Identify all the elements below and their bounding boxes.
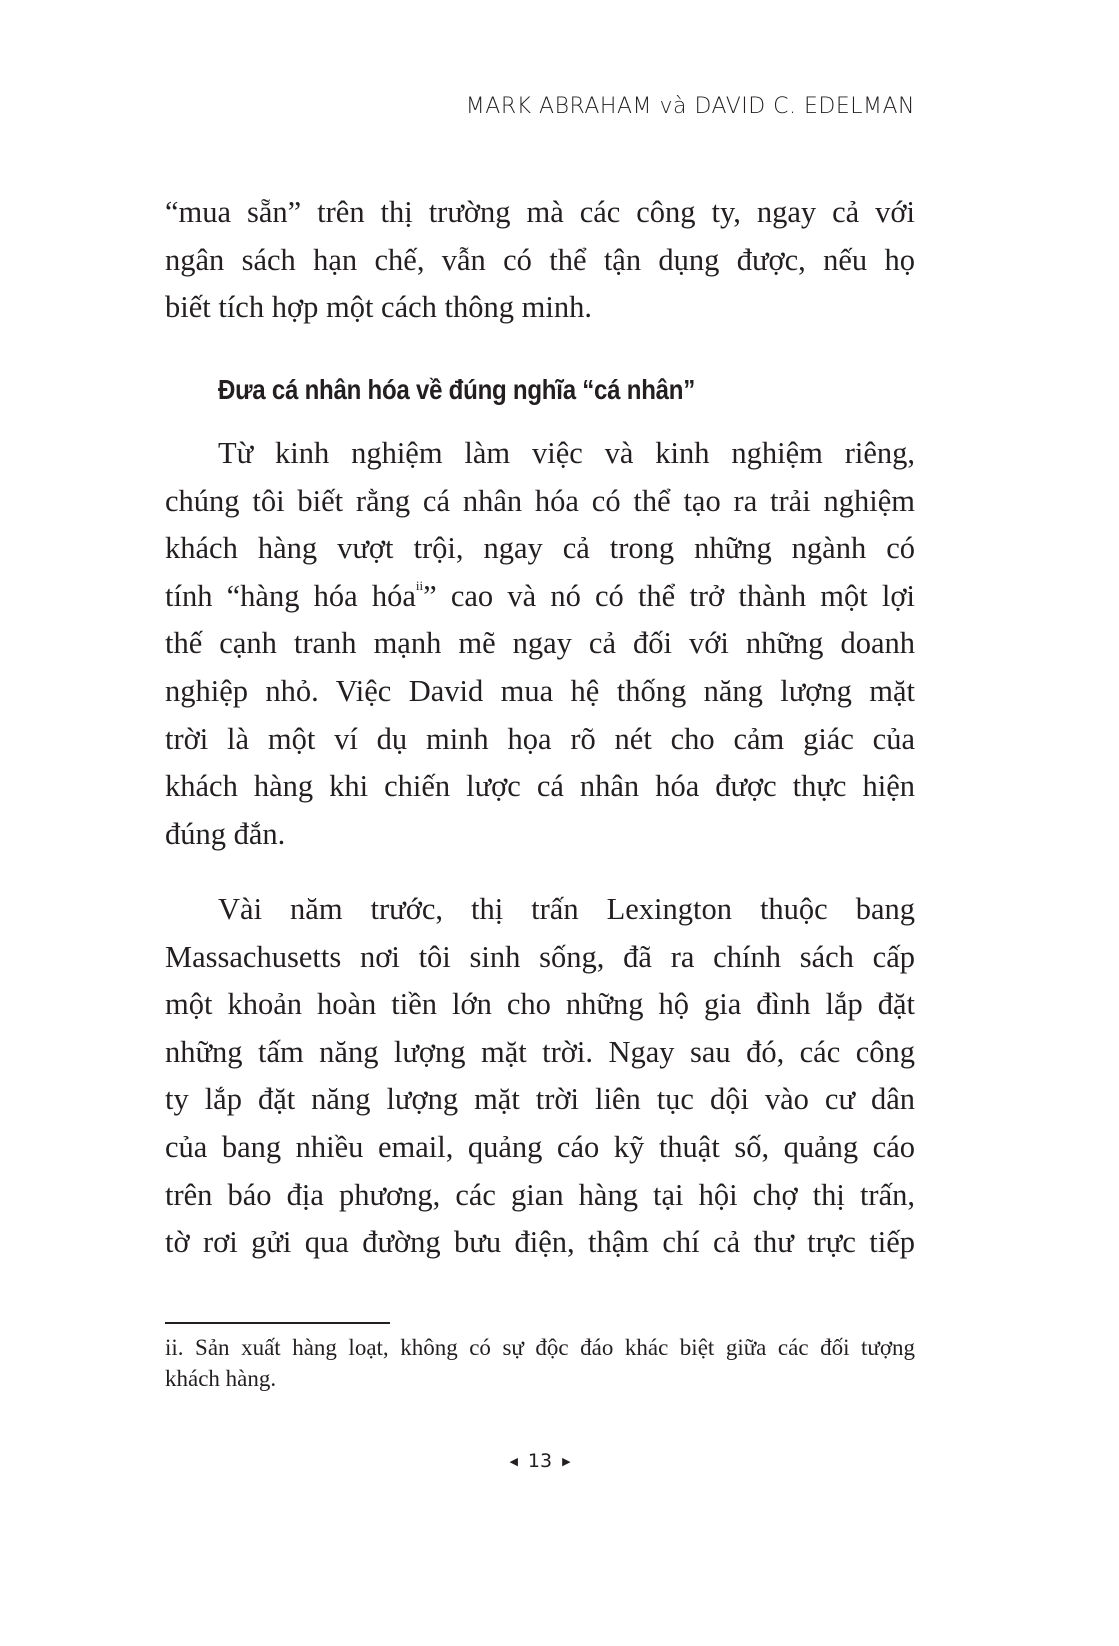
page-number bbox=[0, 1450, 1080, 1472]
text-line: “mua sẵn” trên thị trường mà các công ty, ngay cả với bbox=[165, 195, 915, 229]
text-line: thế cạnh tranh mạnh mẽ ngay cả đối với những doanh bbox=[165, 626, 915, 661]
footnote-line: ii. Sản xuất hàng loạt, không có sự độc đáo khác biệt giữa các đối tượng bbox=[165, 1335, 915, 1360]
page-number-text: 13 bbox=[527, 1450, 553, 1472]
text-line: Từ kinh nghiệm làm việc và kinh nghiệm riêng, bbox=[218, 436, 915, 470]
text-line: tờ rơi gửi qua đường bưu điện, thậm chí cả thư trực tiếp bbox=[165, 1225, 915, 1260]
text-line: khách hàng vượt trội, ngay cả trong những ngành có bbox=[165, 531, 915, 566]
text-line: của bang nhiều email, quảng cáo kỹ thuật số, quảng cáo bbox=[165, 1130, 915, 1164]
text-line: ty lắp đặt năng lượng mặt trời liên tục dội vào cư dân bbox=[165, 1082, 915, 1117]
text-line: Vài năm trước, thị trấn Lexington thuộc bang bbox=[218, 892, 915, 926]
running-head: MARK ABRAHAM và DAVID C. EDELMAN bbox=[465, 94, 915, 119]
footnote-divider bbox=[165, 1322, 390, 1324]
footnote-reference[interactable]: ii bbox=[415, 577, 424, 593]
text-segment: ” cao và nó có thể trở thành một lợi bbox=[423, 578, 915, 613]
text-line: khách hàng khi chiến lược cá nhân hóa được thực hiện bbox=[165, 769, 915, 804]
triangle-left-icon: ◀ bbox=[509, 1455, 518, 1468]
text-line: những tấm năng lượng mặt trời. Ngay sau đó, các công bbox=[165, 1034, 915, 1069]
text-line: ngân sách hạn chế, vẫn có thể tận dụng được, nếu họ bbox=[165, 242, 915, 277]
text-line: đúng đắn. bbox=[165, 816, 286, 851]
text-line: một khoản hoàn tiền lớn cho những hộ gia đình lắp đặt bbox=[165, 987, 915, 1022]
section-heading: Đưa cá nhân hóa về đúng nghĩa “cá nhân” bbox=[218, 374, 696, 405]
text-line: trên báo địa phương, các gian hàng tại hội chợ thị trấn, bbox=[165, 1177, 915, 1212]
text-line: trời là một ví dụ minh họa rõ nét cho cảm giác của bbox=[165, 721, 915, 756]
text-line: Massachusetts nơi tôi sinh sống, đã ra chính sách cấp bbox=[165, 939, 915, 974]
text-segment: tính “hàng hóa hóa bbox=[165, 578, 416, 613]
text-line: nghiệp nhỏ. Việc David mua hệ thống năng lượng mặt bbox=[165, 674, 915, 708]
text-line: biết tích hợp một cách thông minh. bbox=[165, 290, 592, 325]
text-line bbox=[165, 576, 915, 616]
footnote-line: khách hàng. bbox=[165, 1366, 277, 1391]
text-line: chúng tôi biết rằng cá nhân hóa có thể tạo ra trải nghiệm bbox=[165, 483, 915, 518]
triangle-right-icon: ▶ bbox=[562, 1455, 571, 1468]
